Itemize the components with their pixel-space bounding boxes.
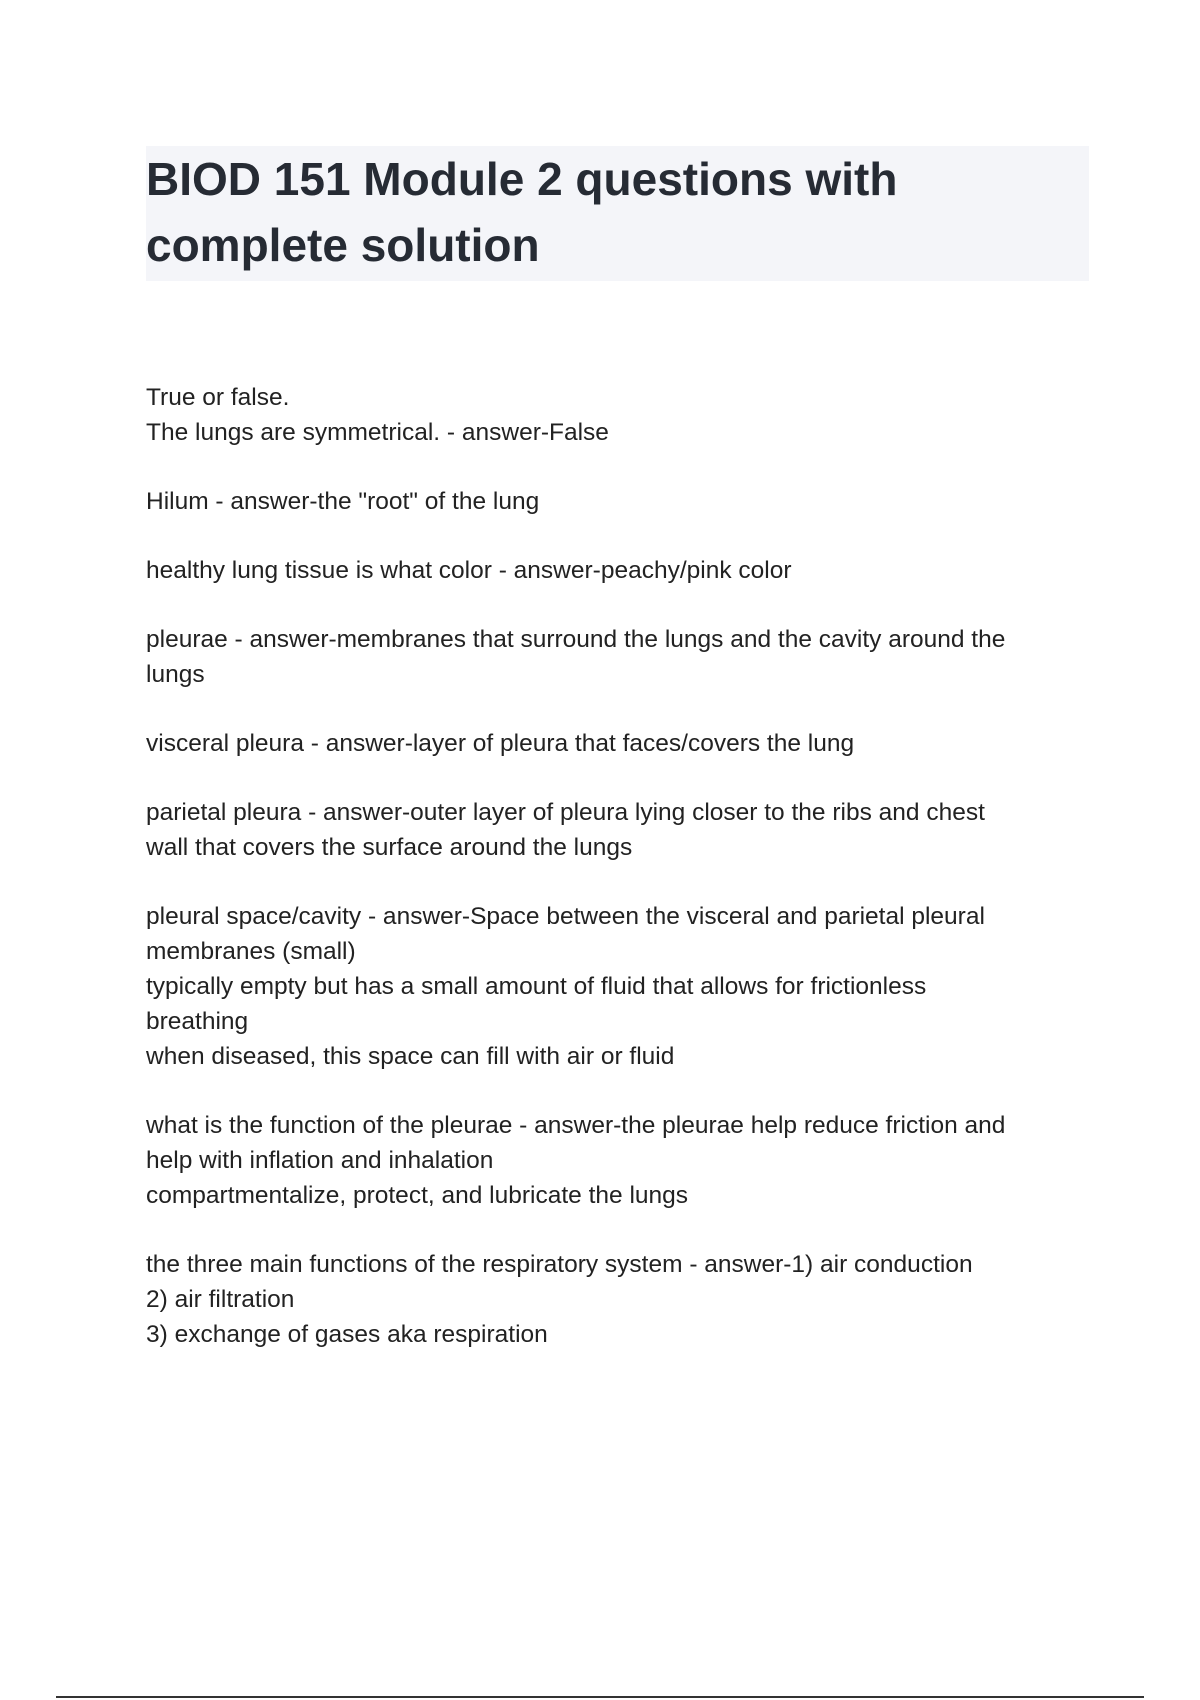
qa-list xyxy=(146,380,1106,1386)
qa-text-line: 3) exchange of gases aka respiration xyxy=(146,1321,548,1348)
qa-text-line: The lungs are symmetrical. - answer-False xyxy=(146,419,609,446)
qa-text-line: the three main functions of the respiratory system - answer-1) air conduction xyxy=(146,1251,973,1278)
qa-text-line: 2) air filtration xyxy=(146,1286,295,1313)
qa-text-line: breathing xyxy=(146,1008,249,1035)
qa-text-line: True or false. xyxy=(146,384,290,411)
page-title xyxy=(146,146,1089,278)
qa-text-line: pleurae - answer-membranes that surround the lungs and the cavity around the xyxy=(146,626,1006,653)
qa-text-line: pleural space/cavity - answer-Space between the visceral and parietal pleural xyxy=(146,903,985,930)
qa-text-line: Hilum - answer-the "root" of the lung xyxy=(146,488,540,515)
qa-text-line: visceral pleura - answer-layer of pleura that faces/covers the lung xyxy=(146,730,855,757)
qa-text-line: typically empty but has a small amount of fluid that allows for frictionless xyxy=(146,973,927,1000)
qa-text-line: compartmentalize, protect, and lubricate the lungs xyxy=(146,1182,689,1209)
qa-entry-5 xyxy=(146,726,1106,761)
qa-entry-9 xyxy=(146,1247,1106,1352)
qa-text-line: membranes (small) xyxy=(146,938,356,965)
qa-text-line: lungs xyxy=(146,661,205,688)
qa-entry-6 xyxy=(146,795,1106,865)
qa-entry-1 xyxy=(146,380,1106,450)
qa-text-line: what is the function of the pleurae - answer-the pleurae help reduce friction and xyxy=(146,1112,1006,1139)
title-banner xyxy=(146,146,1089,281)
qa-text-line: healthy lung tissue is what color - answer-peachy/pink color xyxy=(146,557,792,584)
title-line-1: BIOD 151 Module 2 questions with xyxy=(146,153,898,205)
qa-entry-7 xyxy=(146,899,1106,1074)
qa-entry-3 xyxy=(146,553,1106,588)
qa-text-line: wall that covers the surface around the lungs xyxy=(146,834,633,861)
qa-text-line: parietal pleura - answer-outer layer of pleura lying closer to the ribs and chest xyxy=(146,799,985,826)
footer-divider xyxy=(56,1696,1144,1698)
qa-entry-4 xyxy=(146,622,1106,692)
qa-text-line: when diseased, this space can fill with air or fluid xyxy=(146,1043,675,1070)
qa-text-line: help with inflation and inhalation xyxy=(146,1147,494,1174)
title-line-2: complete solution xyxy=(146,219,540,271)
qa-entry-8 xyxy=(146,1108,1106,1213)
qa-entry-2 xyxy=(146,484,1106,519)
